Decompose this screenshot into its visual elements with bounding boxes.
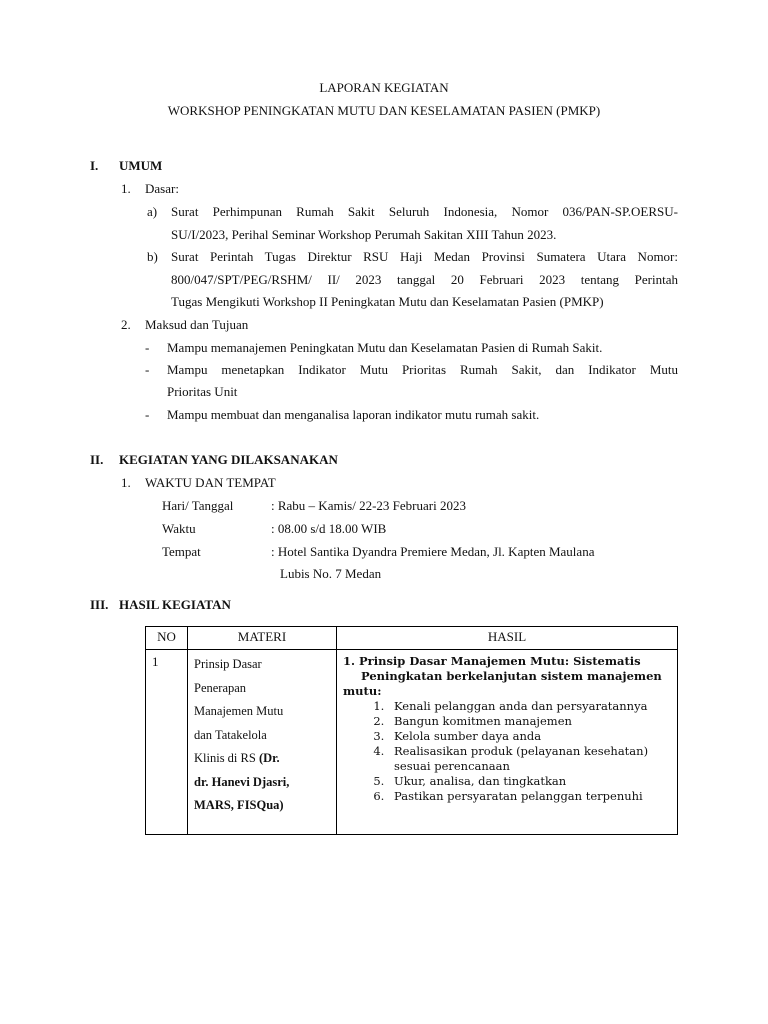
- hasil-heading: Peningkatan berkelanjutan sistem manajemen: [361, 669, 662, 683]
- header-no: NO: [146, 627, 188, 650]
- subitem-b-letter: b): [147, 249, 158, 264]
- list-item: 4. Realisasikan produk (pelayanan kesehatan) sesuai perencanaan: [388, 744, 664, 774]
- info-value-continued: Lubis No. 7 Medan: [280, 566, 382, 581]
- subitem-a-line: SU/I/2023, Perihal Seminar Workshop Perumah Sakitan XIII Tahun 2023.: [171, 227, 557, 242]
- section-2-heading: KEGIATAN YANG DILAKSANAKAN: [119, 452, 338, 467]
- subitem-b-line: 800/047/SPT/PEG/RSHM/ II/ 2023 tanggal 20 Februari 2023 tentang Perintah: [171, 272, 678, 287]
- info-key: Hari/ Tanggal: [162, 498, 234, 513]
- results-table: [145, 626, 678, 835]
- list-item: 5. Ukur, analisa, dan tingkatkan: [388, 774, 671, 789]
- materi-line: [194, 747, 332, 771]
- report-subtitle: WORKSHOP PENINGKATAN MUTU DAN KESELAMATAN PASIEN (PMKP): [167, 103, 601, 118]
- list-item: 3. Kelola sumber daya anda: [388, 729, 671, 744]
- bullet-text: Mampu membuat dan menganalisa laporan indikator mutu rumah sakit.: [167, 407, 540, 422]
- bullet-text: Prioritas Unit: [167, 384, 238, 399]
- materi-line: dan Tatakelola: [194, 727, 267, 742]
- bullet-dash: -: [145, 362, 150, 377]
- materi-line: Manajemen Mutu: [194, 704, 284, 718]
- section-2-number: II.: [90, 452, 104, 467]
- info-value: : Hotel Santika Dyandra Premiere Medan, Jl. Kapten Maulana: [271, 544, 595, 559]
- section-3-number: III.: [90, 597, 109, 612]
- section-3-heading: HASIL KEGIATAN: [119, 597, 231, 612]
- hasil-heading: mutu:: [343, 684, 382, 698]
- bullet-text: Mampu menetapkan Indikator Mutu Prioritas Rumah Sakit, dan Indikator Mutu: [167, 362, 678, 377]
- materi-line: Prinsip Dasar: [194, 657, 262, 671]
- bullet-dash: -: [145, 407, 150, 422]
- header-hasil: HASIL: [337, 627, 678, 650]
- subitem-b-line: Surat Perintah Tugas Direktur RSU Haji Medan Provinsi Sumatera Utara Nomor:: [171, 249, 678, 264]
- item-1-label: Dasar:: [145, 181, 179, 196]
- bullet-text: Mampu memanajemen Peningkatan Mutu dan Keselamatan Pasien di Rumah Sakit.: [167, 340, 603, 355]
- info-key: Tempat: [162, 544, 201, 559]
- info-value: : 08.00 s/d 18.00 WIB: [271, 521, 387, 536]
- materi-speaker: dr. Hanevi Djasri,: [194, 774, 290, 789]
- cell-materi: [188, 650, 337, 835]
- report-title: LAPORAN KEGIATAN: [319, 80, 449, 95]
- table-row: [146, 650, 678, 835]
- item-2-label: Maksud dan Tujuan: [145, 317, 249, 332]
- table-header-row: [146, 627, 678, 650]
- subitem-a-letter: a): [147, 204, 158, 219]
- list-item: 1. Kenali pelanggan anda dan persyaratannya: [388, 699, 671, 714]
- cell-no: 1: [146, 650, 188, 835]
- cell-hasil: [337, 650, 678, 835]
- item-1-label: WAKTU DAN TEMPAT: [145, 475, 276, 490]
- subitem-b-line: Tugas Mengikuti Workshop II Peningkatan Mutu dan Keselamatan Pasien (PMKP): [171, 294, 604, 309]
- section-1-number: I.: [90, 158, 99, 173]
- materi-line: Penerapan: [194, 680, 247, 695]
- bullet-dash: -: [145, 340, 150, 355]
- list-item: 2. Bangun komitmen manajemen: [388, 714, 671, 729]
- materi-speaker: (Dr.: [258, 751, 280, 765]
- materi-text: Klinis di RS: [194, 751, 259, 765]
- section-1-heading: UMUM: [119, 158, 163, 173]
- hasil-list: [343, 699, 671, 804]
- info-key: Waktu: [162, 521, 196, 536]
- header-materi: MATERI: [188, 627, 337, 650]
- hasil-heading: 1. Prinsip Dasar Manajemen Mutu: Sistematis: [343, 654, 641, 668]
- list-item: 6. Pastikan persyaratan pelanggan terpenuhi: [388, 789, 671, 804]
- materi-speaker: MARS, FISQua): [194, 798, 284, 812]
- item-1-number: 1.: [121, 181, 131, 196]
- info-value: : Rabu – Kamis/ 22-23 Februari 2023: [271, 498, 466, 513]
- item-2-number: 2.: [121, 317, 131, 332]
- subitem-a-line: Surat Perhimpunan Rumah Sakit Seluruh Indonesia, Nomor 036/PAN-SP.OERSU-: [171, 204, 678, 219]
- item-1-number: 1.: [121, 475, 131, 490]
